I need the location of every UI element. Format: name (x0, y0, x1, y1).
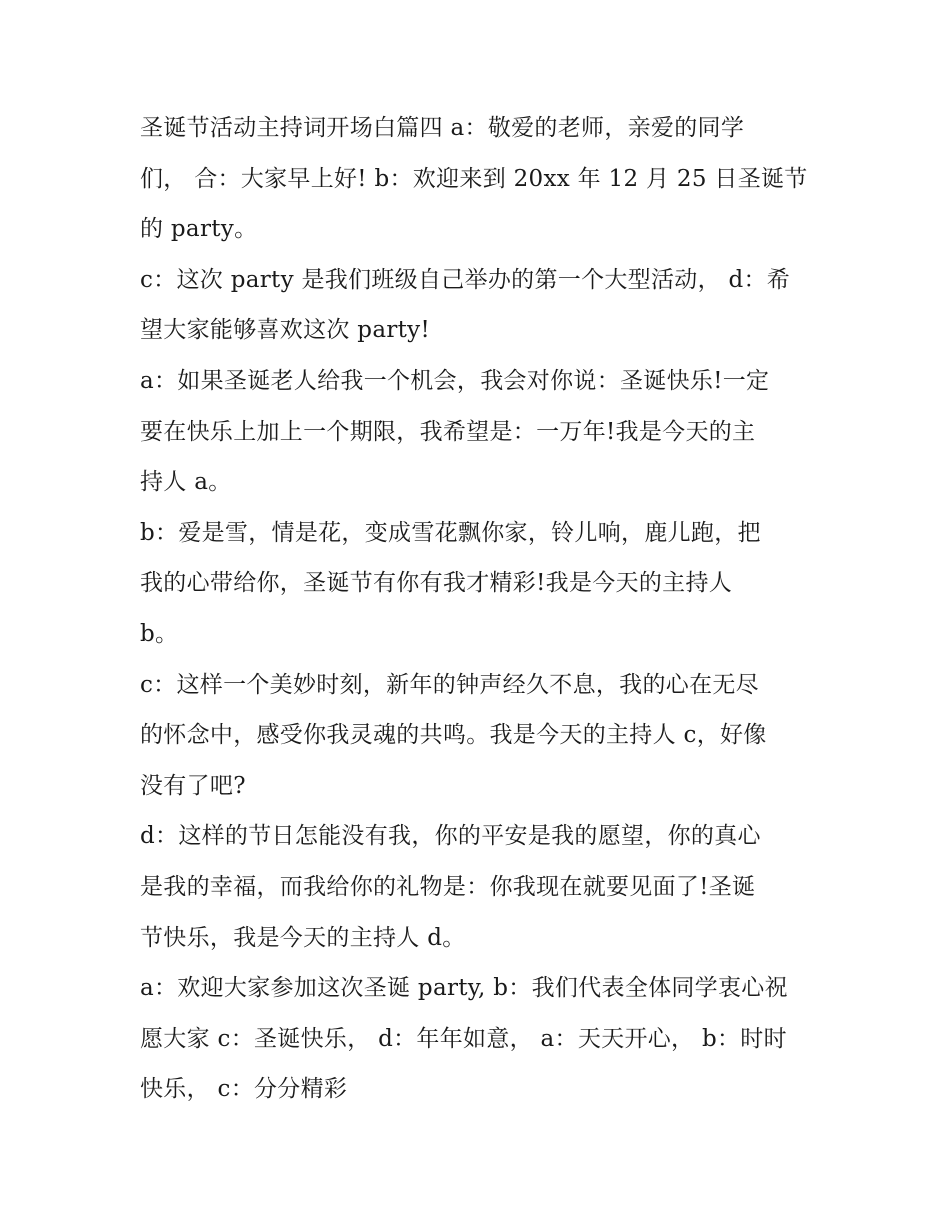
text-line: 望大家能够喜欢这次 party! (140, 317, 431, 344)
paragraph (140, 811, 812, 963)
text-line: 的怀念中，感受你我灵魂的共鸣。我是今天的主持人 c，好像 (140, 722, 767, 749)
text-line: c：这次 party 是我们班级自己举办的第一个大型活动， d：希 (140, 266, 791, 293)
document-body (140, 103, 812, 1115)
text-line: 快乐， c：分分精彩 (140, 1076, 348, 1103)
text-line: 节快乐，我是今天的主持人 d。 (140, 924, 466, 951)
text-line: 愿大家 c：圣诞快乐， d：年年如意， a：天天开心， b：时时 (140, 1025, 787, 1052)
text-line: 持人 a。 (140, 469, 232, 496)
text-line: a：欢迎大家参加这次圣诞 party, b：我们代表全体同学衷心祝 (140, 975, 788, 1002)
text-line: b：爱是雪，情是花，变成雪花飘你家，铃儿响，鹿儿跑，把 (140, 519, 761, 546)
text-line: 没有了吧? (140, 772, 246, 799)
text-line: 要在快乐上加上一个期限，我希望是：一万年!我是今天的主 (140, 418, 756, 445)
text-line: 圣诞节活动主持词开场白篇四 a：敬爱的老师，亲爱的同学 (140, 115, 745, 141)
paragraph (140, 103, 812, 255)
text-line: 的 party。 (140, 216, 258, 243)
text-line: d：这样的节日怎能没有我，你的平安是我的愿望，你的真心 (140, 823, 761, 850)
paragraph (140, 356, 812, 508)
text-line: b。 (140, 620, 179, 647)
text-line: c：这样一个美妙时刻，新年的钟声经久不息，我的心在无尽 (140, 671, 759, 698)
text-line: 是我的幸福，而我给你的礼物是：你我现在就要见面了!圣诞 (140, 873, 756, 900)
paragraph (140, 660, 812, 812)
text-line: 我的心带给你，圣诞节有你有我才精彩!我是今天的主持人 (140, 570, 733, 597)
paragraph (140, 963, 812, 1115)
paragraph (140, 255, 812, 356)
text-line: a：如果圣诞老人给我一个机会，我会对你说：圣诞快乐!一定 (140, 367, 770, 394)
text-line: 们， 合：大家早上好! b：欢迎来到 20xx 年 12 月 25 日圣诞节 (140, 165, 808, 192)
paragraph (140, 508, 812, 660)
